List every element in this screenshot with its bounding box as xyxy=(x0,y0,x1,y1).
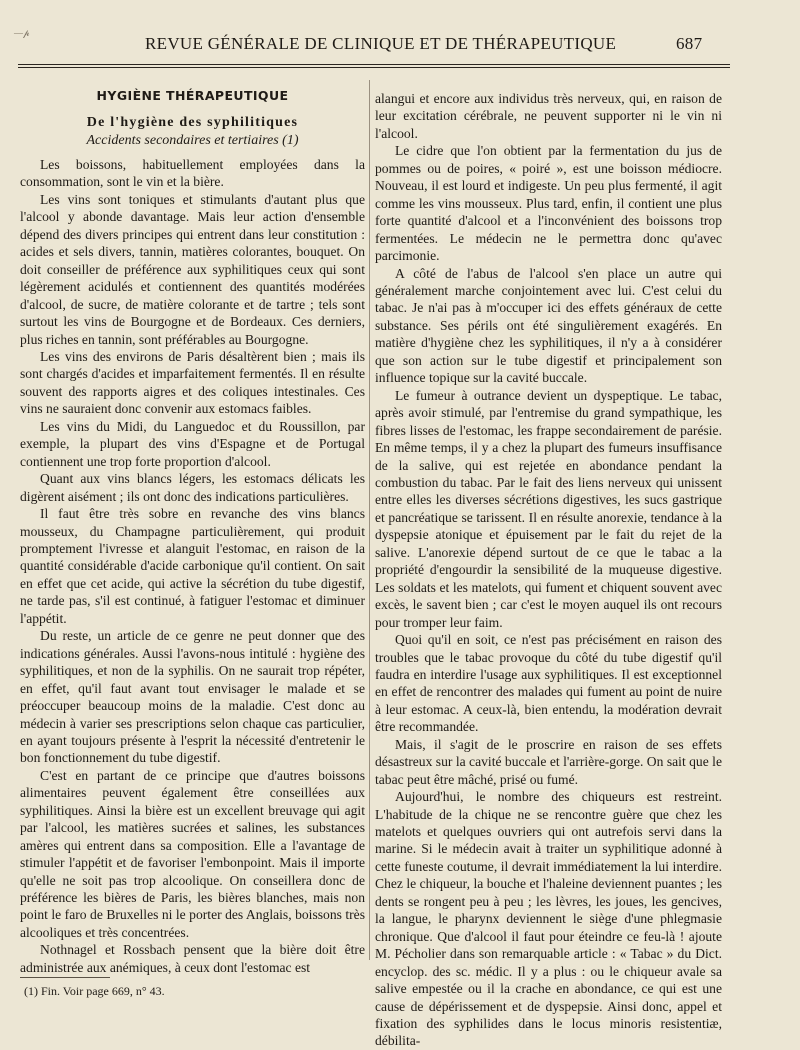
paragraph: Quant aux vins blancs légers, les estomacs délicats les digèrent aisément ; ils ont donc des indications particulières. xyxy=(20,471,365,504)
corner-mark: —𝓅 xyxy=(14,28,30,38)
footnote: (1) Fin. Voir page 669, n° 43. xyxy=(24,984,165,998)
paragraph: A côté de l'abus de l'alcool s'en place un autre qui généralement marche conjointement avec lui. C'est celui du tabac. Je n'ai pas à m'occuper ici des effets généraux de cette substance. Ses périls ont été singulièrement exagérés. En matière d'hygiène chez les syphilitiques, il n'y a à considérer que son action sur le tube digestif et principalement son influence topique sur la cavité buccale. xyxy=(375,265,722,386)
paragraph: Mais, il s'agit de le proscrire en raison de ses effets désastreux sur la cavité buccale et l'arrière-gorge. On sait que le tabac peut être mâché, prisé ou fumé. xyxy=(375,736,722,787)
right-column xyxy=(375,90,722,1050)
left-column xyxy=(20,88,365,976)
article-subtitle: Accidents secondaires et tertiaires (1) xyxy=(86,133,299,148)
paragraph: Le cidre que l'on obtient par la fermentation du jus de pommes ou de poires, « poiré », est une boisson médiocre. Nouveau, il est lourd et indigeste. Un peu plus fermenté, il agit comme les vins mousseux. Plus tard, enfin, il contient une plus forte quantité d'alcool et a l'inconvénient des boissons trop fermentées. Le médecin ne le permettra donc qu'avec parcimonie. xyxy=(375,143,722,264)
running-title: REVUE GÉNÉRALE DE CLINIQUE ET DE THÉRAPEUTIQUE xyxy=(145,34,617,53)
paragraph: Les vins sont toniques et stimulants d'autant plus que l'alcool y abonde davantage. Mais leur action d'ensemble dépend des divers principes qui entrent dans leur constitution : acides et sels divers, tannin, matières colorantes, bouquet. On doit conseiller de préférence aux syphilitiques ceux qui sont légèrement acidulés et contiennent des quantités modérées d'alcool, de sucre, de matière colorante et de tartre ; tels sont surtout les vins de Bourgogne et de Bordeaux. Ces derniers, plus riches en tannin, sont préférables au Bourgogne. xyxy=(20,191,365,347)
paragraph: Les boissons, habituellement employées dans la consommation, sont le vin et la bière. xyxy=(20,157,365,190)
paragraph: C'est en partant de ce principe que d'autres boissons alimentaires peuvent également être conseillées aux syphilitiques. Ainsi la bière est un excellent breuvage qui agit par l'alcool, les matières sucrées et salines, les substances amères qui entrent dans sa composition. Elle a l'avantage de stimuler l'appétit et de favoriser l'embonpoint. Mais il importe qu'elle ne soit pas trop alcoolique. On conseillera donc de préférence les bières de Paris, les bières blanches, mais non point le faro de Bruxelles ni le porter des Anglais, boissons très alcooliques et très concentrées. xyxy=(20,767,365,940)
paragraph: Du reste, un article de ce genre ne peut donner que des indications générales. Aussi l'avons-nous intitulé : hygiène des syphilitiques, et non de la syphilis. On ne saurait trop répéter, en effet, qu'il faut avant tout envisager le malade et se préoccuper beaucoup moins de la maladie. C'est donc au médecin à varier ses prescriptions selon chaque cas particulier, en ayant toujours présente à l'esprit la nécessité d'entretenir le bon fonctionnement du tube digestif. xyxy=(20,628,365,766)
article-title: De l'hygiène des syphilitiques xyxy=(86,115,299,130)
section-heading: HYGIÈNE THÉRAPEUTIQUE xyxy=(96,88,289,103)
column-divider xyxy=(369,80,370,960)
paragraph: Nothnagel et Rossbach pensent que la bière doit être administrée aux anémiques, à ceux dont l'estomac est xyxy=(20,942,365,975)
paragraph: alangui et encore aux individus très nerveux, qui, en raison de leur excitation cérébrale, ne peuvent supporter ni le vin ni l'alcool. xyxy=(375,91,722,141)
paragraph: Les vins du Midi, du Languedoc et du Roussillon, par exemple, la plupart des vins d'Espagne et de Portugal contiennent une trop forte proportion d'alcool. xyxy=(20,418,365,469)
paragraph: Les vins des environs de Paris désaltèrent bien ; mais ils sont chargés d'acides et imparfaitement fermentés. Il en résulte souvent des rapports aigres et des coliques intestinales. Ces vins ne sauraient donc convenir aux estomacs faibles. xyxy=(20,348,365,417)
paragraph: Quoi qu'il en soit, ce n'est pas précisément en raison des troubles que le tabac provoque du côté du tube digestif qu'il faudra en interdire l'usage aux syphilitiques. Il est exceptionnel en effet de rencontrer des malades qui fument au point de nuire à leur estomac. A ceux-là, bien entendu, la modération devrait être recommandée. xyxy=(375,632,722,735)
header-rule xyxy=(18,64,730,65)
footnote-rule xyxy=(20,977,110,978)
header-rule-thin xyxy=(18,67,730,68)
paragraph: Aujourd'hui, le nombre des chiqueurs est restreint. L'habitude de la chique ne se rencontre guère que chez les matelots et quelques ouvriers qui ont autrefois servi dans la marine. Si le médecin avait à traiter un syphilitique adonné à cette funeste coutume, il devrait immédiatement la lui interdire. Chez le chiqueur, la bouche et l'haleine deviennent puantes ; les dents se rongent peu à peu ; les lèvres, les joues, les gencives, la langue, le pharynx deviennent le siège d'une phlegmasie chronique. Que d'alcool il faut pour éteindre ce feu-là ! ajoute M. Pécholier dans son remarquable article : « Tabac » du Dict. encyclop. des sc. médic. Il y a plus : ou le chiqueur avale sa salive empestée ou il la crache en abondance, ce qui est une cause de dépérissement et de dyspepsie. Ainsi donc, appel et fixation des syphilides dans le locus minoris resistentiæ, débilita- xyxy=(375,789,722,1049)
paragraph: Le fumeur à outrance devient un dyspeptique. Le tabac, après avoir stimulé, par l'entremise du grand sympathique, les fibres lisses de l'estomac, les frappe secondairement de parésie. En même temps, il y a chez la plupart des fumeurs insuffisance de la salive, qui est rejetée en abondance pendant la combustion du tabac. Par le fait des liens nerveux qui unissent entre elles les diverses sécrétions digestives, les sucs gastrique et pancréatique se tarissent. Il en résulte anorexie, tendance à la dyspepsie atonique et épuisement par le fait du rejet de la salive. L'anorexie dépend surtout de ce que le tabac a la propriété d'engourdir la sensibilité de la muqueuse digestive. Les soldats et les matelots, qui fument et chiquent souvent avec excès, le savent bien ; car c'est le moyen auquel ils ont recours pour tromper leur faim. xyxy=(375,387,722,630)
paragraph: Il faut être très sobre en revanche des vins blancs mousseux, du Champagne particulièrement, qui produit promptement l'ivresse et alanguit l'estomac, en raison de la quantité considérable d'acide carbonique qu'il contient. On sait en effet que cet acide, qui active la sécrétion du tube digestif, ne tarde pas, s'il est continué, à fatiguer l'estomac et diminuer l'appétit. xyxy=(20,506,365,626)
page-number: 687 xyxy=(676,34,703,53)
running-header xyxy=(0,34,800,58)
